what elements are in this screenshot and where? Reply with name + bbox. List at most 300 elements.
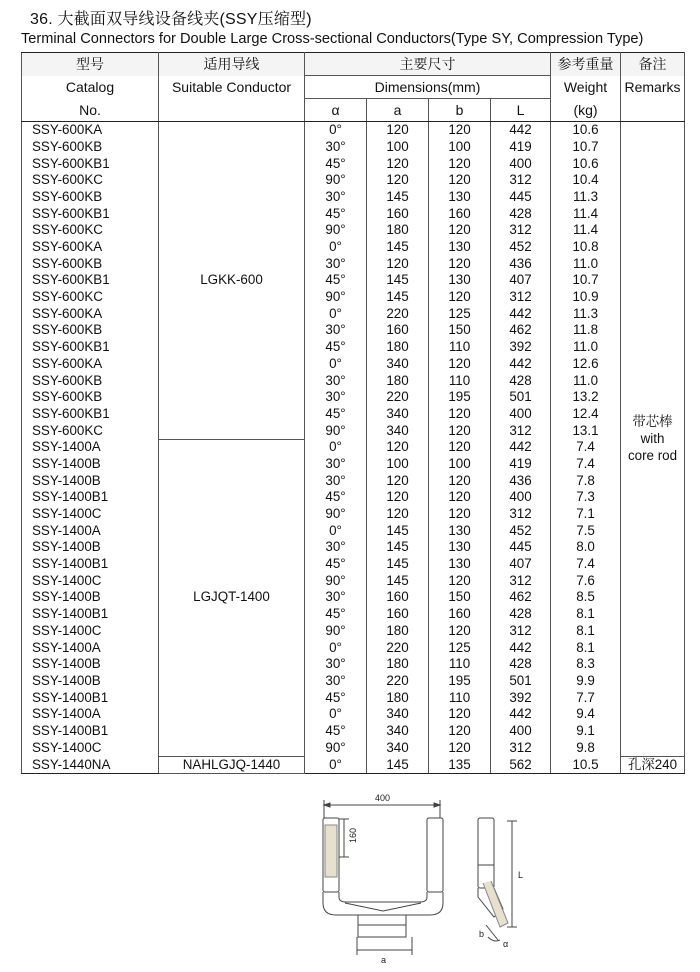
dim-160-label: 160 (348, 827, 358, 843)
alpha-cell: 45° (305, 406, 367, 423)
table-row (22, 389, 685, 406)
b-cell: 130 (429, 523, 491, 540)
remarks-cell (621, 122, 685, 757)
dim-alpha-label: α (503, 939, 509, 949)
table-row (22, 256, 685, 273)
conductor-cell: NAHLGJQ-1440 (159, 756, 305, 774)
dim-a-label: a (381, 955, 387, 965)
table-row (22, 472, 685, 489)
L-cell: 392 (491, 689, 551, 706)
table-row (22, 439, 685, 456)
L-cell: 312 (491, 623, 551, 640)
remark-line: core rod (627, 448, 678, 464)
L-cell: 419 (491, 139, 551, 156)
alpha-cell: 0° (305, 639, 367, 656)
b-cell: 195 (429, 389, 491, 406)
header-L: L (491, 99, 551, 122)
conductor-cell: LGKK-600 (159, 122, 305, 440)
L-cell: 407 (491, 556, 551, 573)
table-row (22, 372, 685, 389)
L-cell: 462 (491, 589, 551, 606)
L-cell: 400 (491, 406, 551, 423)
catalog-no-cell: SSY-1400B (22, 673, 159, 690)
table-row (22, 639, 685, 656)
table-row (22, 489, 685, 506)
b-cell: 130 (429, 239, 491, 256)
b-cell: 120 (429, 122, 491, 139)
b-cell: 120 (429, 723, 491, 740)
a-cell: 180 (367, 339, 429, 356)
header-weight-cn: 参考重量 (551, 53, 621, 76)
b-cell: 120 (429, 222, 491, 239)
a-cell: 145 (367, 756, 429, 774)
table-row (22, 523, 685, 540)
catalog-no-cell: SSY-600KA (22, 306, 159, 323)
a-cell: 145 (367, 523, 429, 540)
weight-cell: 9.1 (551, 723, 621, 740)
table-row (22, 506, 685, 523)
catalog-no-cell: SSY-1400C (22, 739, 159, 756)
alpha-cell: 90° (305, 739, 367, 756)
table-row (22, 222, 685, 239)
alpha-cell: 45° (305, 205, 367, 222)
a-cell: 160 (367, 589, 429, 606)
alpha-cell: 30° (305, 589, 367, 606)
header-dims-en: Dimensions(mm) (305, 76, 551, 99)
b-cell: 100 (429, 139, 491, 156)
b-cell: 130 (429, 539, 491, 556)
catalog-no-cell: SSY-1400A (22, 639, 159, 656)
L-cell: 428 (491, 606, 551, 623)
a-cell: 145 (367, 539, 429, 556)
b-cell: 130 (429, 272, 491, 289)
alpha-cell: 90° (305, 623, 367, 640)
table-row (22, 689, 685, 706)
a-cell: 120 (367, 172, 429, 189)
remark-line: 孔深240 (627, 756, 678, 772)
alpha-cell: 30° (305, 322, 367, 339)
a-cell: 180 (367, 372, 429, 389)
catalog-no-cell: SSY-1400B1 (22, 689, 159, 706)
table-row (22, 139, 685, 156)
catalog-no-cell: SSY-1400A (22, 523, 159, 540)
connector-drawing (0, 785, 700, 970)
b-cell: 100 (429, 456, 491, 473)
table-row (22, 155, 685, 172)
table-row (22, 205, 685, 222)
alpha-cell: 0° (305, 756, 367, 774)
alpha-cell: 0° (305, 439, 367, 456)
b-cell: 120 (429, 256, 491, 273)
L-cell: 452 (491, 523, 551, 540)
alpha-cell: 0° (305, 356, 367, 373)
alpha-cell: 0° (305, 306, 367, 323)
catalog-no-cell: SSY-1400C (22, 506, 159, 523)
weight-cell: 7.8 (551, 472, 621, 489)
weight-cell: 11.0 (551, 339, 621, 356)
b-cell: 120 (429, 489, 491, 506)
alpha-cell: 90° (305, 422, 367, 439)
alpha-cell: 90° (305, 573, 367, 590)
table-row (22, 339, 685, 356)
alpha-cell: 45° (305, 689, 367, 706)
catalog-no-cell: SSY-1440NA (22, 756, 159, 774)
alpha-cell: 45° (305, 556, 367, 573)
L-cell: 442 (491, 356, 551, 373)
weight-cell: 8.3 (551, 656, 621, 673)
catalog-no-cell: SSY-600KB (22, 389, 159, 406)
alpha-cell: 30° (305, 256, 367, 273)
L-cell: 400 (491, 489, 551, 506)
a-cell: 180 (367, 623, 429, 640)
a-cell: 100 (367, 456, 429, 473)
b-cell: 120 (429, 506, 491, 523)
L-cell: 501 (491, 673, 551, 690)
a-cell: 145 (367, 289, 429, 306)
weight-cell: 13.1 (551, 422, 621, 439)
title-chinese: 36. 大截面双导线设备线夹(SSY压缩型) (30, 11, 312, 28)
a-cell: 120 (367, 122, 429, 139)
catalog-no-cell: SSY-600KB1 (22, 339, 159, 356)
a-cell: 220 (367, 673, 429, 690)
header-weight-en: Weight (551, 76, 621, 99)
header-a: a (367, 99, 429, 122)
header-conductor-en: Suitable Conductor (159, 76, 305, 99)
alpha-cell: 0° (305, 239, 367, 256)
weight-cell: 10.4 (551, 172, 621, 189)
catalog-no-cell: SSY-1400A (22, 706, 159, 723)
weight-cell: 7.3 (551, 489, 621, 506)
alpha-cell: 30° (305, 189, 367, 206)
table-row (22, 606, 685, 623)
L-cell: 312 (491, 422, 551, 439)
alpha-cell: 30° (305, 673, 367, 690)
L-cell: 452 (491, 239, 551, 256)
weight-cell: 7.5 (551, 523, 621, 540)
a-cell: 220 (367, 306, 429, 323)
weight-cell: 8.0 (551, 539, 621, 556)
alpha-cell: 90° (305, 222, 367, 239)
alpha-cell: 30° (305, 139, 367, 156)
L-cell: 562 (491, 756, 551, 774)
a-cell: 145 (367, 573, 429, 590)
catalog-no-cell: SSY-600KB (22, 189, 159, 206)
remarks-cell (621, 756, 685, 774)
b-cell: 125 (429, 306, 491, 323)
catalog-no-cell: SSY-1400B1 (22, 556, 159, 573)
L-cell: 442 (491, 439, 551, 456)
alpha-cell: 0° (305, 523, 367, 540)
title-english: Terminal Connectors for Double Large Cross-sectional Conductors(Type SY, Compression Type) (21, 31, 644, 47)
alpha-cell: 45° (305, 339, 367, 356)
L-cell: 428 (491, 372, 551, 389)
L-cell: 442 (491, 706, 551, 723)
header-weight-unit: (kg) (551, 99, 621, 122)
weight-cell: 7.4 (551, 439, 621, 456)
b-cell: 120 (429, 172, 491, 189)
catalog-no-cell: SSY-1400B (22, 456, 159, 473)
L-cell: 407 (491, 272, 551, 289)
header-catalog-cn: 型号 (22, 53, 159, 76)
table-row (22, 573, 685, 590)
a-cell: 120 (367, 472, 429, 489)
a-cell: 120 (367, 155, 429, 172)
L-cell: 312 (491, 222, 551, 239)
weight-cell: 10.7 (551, 272, 621, 289)
weight-cell: 7.7 (551, 689, 621, 706)
b-cell: 135 (429, 756, 491, 774)
header-b: b (429, 99, 491, 122)
catalog-no-cell: SSY-600KB (22, 372, 159, 389)
catalog-no-cell: SSY-600KC (22, 289, 159, 306)
L-cell: 501 (491, 389, 551, 406)
b-cell: 120 (429, 439, 491, 456)
catalog-no-cell: SSY-600KB (22, 256, 159, 273)
b-cell: 130 (429, 189, 491, 206)
catalog-no-cell: SSY-600KC (22, 172, 159, 189)
a-cell: 340 (367, 706, 429, 723)
catalog-no-cell: SSY-1400A (22, 439, 159, 456)
a-cell: 160 (367, 205, 429, 222)
table-row (22, 322, 685, 339)
L-cell: 312 (491, 573, 551, 590)
a-cell: 160 (367, 322, 429, 339)
b-cell: 160 (429, 205, 491, 222)
alpha-cell: 45° (305, 155, 367, 172)
table-row (22, 556, 685, 573)
spec-table (21, 52, 685, 774)
table-row (22, 289, 685, 306)
weight-cell: 11.0 (551, 256, 621, 273)
weight-cell: 11.4 (551, 205, 621, 222)
a-cell: 340 (367, 356, 429, 373)
catalog-no-cell: SSY-1400C (22, 623, 159, 640)
catalog-no-cell: SSY-1400B (22, 589, 159, 606)
alpha-cell: 45° (305, 489, 367, 506)
catalog-no-cell: SSY-600KB1 (22, 205, 159, 222)
dim-400-label: 400 (375, 793, 391, 803)
catalog-no-cell: SSY-600KC (22, 422, 159, 439)
header-alpha: α (305, 99, 367, 122)
alpha-cell: 30° (305, 656, 367, 673)
weight-cell: 9.9 (551, 673, 621, 690)
catalog-no-cell: SSY-600KA (22, 239, 159, 256)
L-cell: 445 (491, 189, 551, 206)
alpha-cell: 0° (305, 122, 367, 139)
weight-cell: 7.1 (551, 506, 621, 523)
L-cell: 442 (491, 122, 551, 139)
catalog-no-cell: SSY-1400C (22, 573, 159, 590)
a-cell: 340 (367, 406, 429, 423)
table-row (22, 456, 685, 473)
weight-cell: 10.9 (551, 289, 621, 306)
table-row (22, 656, 685, 673)
catalog-no-cell: SSY-600KC (22, 222, 159, 239)
L-cell: 312 (491, 739, 551, 756)
table-row (22, 422, 685, 439)
catalog-no-cell: SSY-1400B1 (22, 489, 159, 506)
L-cell: 312 (491, 172, 551, 189)
header-catalog-no: No. (22, 99, 159, 122)
remark-line: with (640, 431, 665, 447)
alpha-cell: 30° (305, 456, 367, 473)
catalog-no-cell: SSY-600KA (22, 356, 159, 373)
alpha-cell: 0° (305, 706, 367, 723)
table-row (22, 539, 685, 556)
a-cell: 145 (367, 239, 429, 256)
alpha-cell: 45° (305, 272, 367, 289)
table-row (22, 739, 685, 756)
weight-cell: 8.1 (551, 623, 621, 640)
alpha-cell: 30° (305, 372, 367, 389)
a-cell: 100 (367, 139, 429, 156)
catalog-no-cell: SSY-1400B (22, 472, 159, 489)
b-cell: 120 (429, 406, 491, 423)
b-cell: 120 (429, 356, 491, 373)
table-row (22, 706, 685, 723)
header-conductor-blank (159, 99, 305, 122)
a-cell: 220 (367, 389, 429, 406)
L-cell: 436 (491, 472, 551, 489)
weight-cell: 11.0 (551, 372, 621, 389)
L-cell: 442 (491, 306, 551, 323)
b-cell: 120 (429, 422, 491, 439)
b-cell: 120 (429, 472, 491, 489)
a-cell: 160 (367, 606, 429, 623)
weight-cell: 12.4 (551, 406, 621, 423)
b-cell: 125 (429, 639, 491, 656)
L-cell: 312 (491, 506, 551, 523)
a-cell: 180 (367, 222, 429, 239)
alpha-cell: 45° (305, 606, 367, 623)
b-cell: 120 (429, 706, 491, 723)
catalog-no-cell: SSY-1400B (22, 539, 159, 556)
L-cell: 462 (491, 322, 551, 339)
L-cell: 312 (491, 289, 551, 306)
L-cell: 428 (491, 656, 551, 673)
a-cell: 120 (367, 439, 429, 456)
table-row (22, 723, 685, 740)
weight-cell: 8.1 (551, 639, 621, 656)
L-cell: 445 (491, 539, 551, 556)
table-row (22, 673, 685, 690)
a-cell: 145 (367, 556, 429, 573)
weight-cell: 11.4 (551, 222, 621, 239)
catalog-no-cell: SSY-1400B (22, 656, 159, 673)
table-row (22, 306, 685, 323)
weight-cell: 10.8 (551, 239, 621, 256)
weight-cell: 9.4 (551, 706, 621, 723)
catalog-no-cell: SSY-600KB1 (22, 272, 159, 289)
a-cell: 120 (367, 506, 429, 523)
weight-cell: 10.6 (551, 122, 621, 139)
table-row (22, 239, 685, 256)
header-remarks-cn: 备注 (621, 53, 685, 76)
dim-b-label: b (479, 929, 485, 939)
weight-cell: 7.6 (551, 573, 621, 590)
dim-L-label: L (518, 870, 524, 880)
weight-cell: 9.8 (551, 739, 621, 756)
a-cell: 340 (367, 723, 429, 740)
L-cell: 442 (491, 639, 551, 656)
a-cell: 120 (367, 256, 429, 273)
weight-cell: 8.5 (551, 589, 621, 606)
weight-cell: 7.4 (551, 456, 621, 473)
L-cell: 419 (491, 456, 551, 473)
header-conductor-cn: 适用导线 (159, 53, 305, 76)
L-cell: 400 (491, 723, 551, 740)
weight-cell: 11.3 (551, 189, 621, 206)
b-cell: 110 (429, 689, 491, 706)
catalog-no-cell: SSY-600KB (22, 139, 159, 156)
alpha-cell: 30° (305, 389, 367, 406)
weight-cell: 8.1 (551, 606, 621, 623)
b-cell: 120 (429, 739, 491, 756)
header-remarks-blank (621, 99, 685, 122)
a-cell: 180 (367, 689, 429, 706)
alpha-cell: 90° (305, 172, 367, 189)
a-cell: 145 (367, 189, 429, 206)
b-cell: 110 (429, 339, 491, 356)
header-catalog-en: Catalog (22, 76, 159, 99)
table-row (22, 189, 685, 206)
b-cell: 195 (429, 673, 491, 690)
b-cell: 110 (429, 656, 491, 673)
table-row (22, 589, 685, 606)
table-row (22, 272, 685, 289)
b-cell: 150 (429, 589, 491, 606)
a-cell: 180 (367, 656, 429, 673)
alpha-cell: 90° (305, 506, 367, 523)
weight-cell: 11.3 (551, 306, 621, 323)
alpha-cell: 30° (305, 539, 367, 556)
remark-line: 带芯棒 (632, 414, 673, 430)
spec-table-body (22, 122, 685, 774)
conductor-cell: LGJQT-1400 (159, 439, 305, 756)
weight-cell: 11.8 (551, 322, 621, 339)
weight-cell: 10.6 (551, 155, 621, 172)
weight-cell: 7.4 (551, 556, 621, 573)
catalog-no-cell: SSY-1400B1 (22, 606, 159, 623)
catalog-no-cell: SSY-1400B1 (22, 723, 159, 740)
b-cell: 130 (429, 556, 491, 573)
a-cell: 340 (367, 739, 429, 756)
a-cell: 120 (367, 489, 429, 506)
weight-cell: 10.5 (551, 756, 621, 774)
catalog-no-cell: SSY-600KB1 (22, 155, 159, 172)
table-row (22, 406, 685, 423)
b-cell: 150 (429, 322, 491, 339)
b-cell: 120 (429, 155, 491, 172)
alpha-cell: 90° (305, 289, 367, 306)
alpha-cell: 45° (305, 723, 367, 740)
a-cell: 340 (367, 422, 429, 439)
weight-cell: 13.2 (551, 389, 621, 406)
a-cell: 145 (367, 272, 429, 289)
b-cell: 110 (429, 372, 491, 389)
b-cell: 120 (429, 289, 491, 306)
table-row (22, 172, 685, 189)
header-remarks-en: Remarks (621, 76, 685, 99)
catalog-no-cell: SSY-600KB1 (22, 406, 159, 423)
catalog-no-cell: SSY-600KA (22, 122, 159, 139)
catalog-no-cell: SSY-600KB (22, 322, 159, 339)
b-cell: 120 (429, 623, 491, 640)
table-row (22, 356, 685, 373)
L-cell: 428 (491, 205, 551, 222)
L-cell: 400 (491, 155, 551, 172)
weight-cell: 10.7 (551, 139, 621, 156)
